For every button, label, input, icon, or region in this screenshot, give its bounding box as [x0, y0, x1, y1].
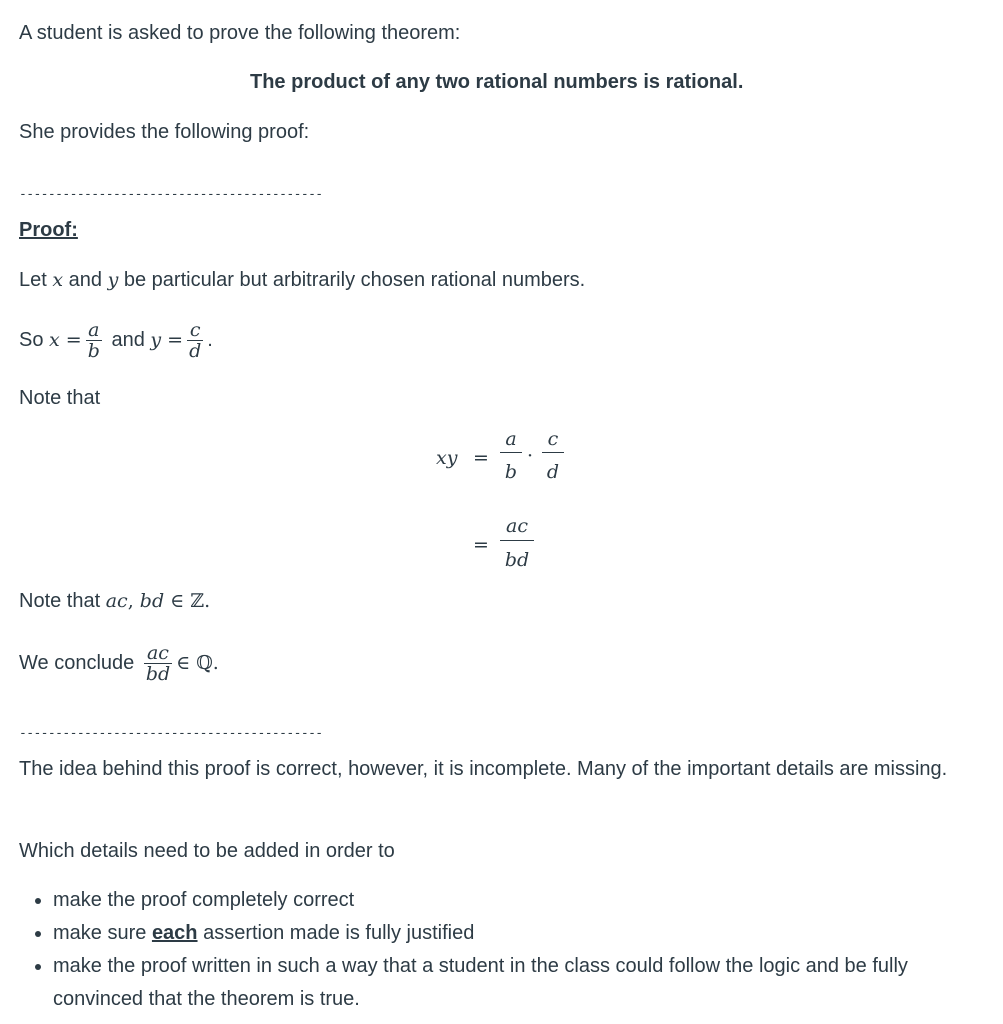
- bullet-1-text: make the proof completely correct: [53, 889, 355, 911]
- eq-fraction-bar-1: [500, 452, 522, 453]
- fraction-a-over-b: [86, 320, 102, 361]
- conclude-line: [19, 643, 219, 684]
- eq-denominator-bd: bd: [504, 549, 530, 571]
- theorem-statement: The product of any two rational numbers is rational.: [250, 71, 744, 93]
- period: .: [207, 328, 213, 351]
- numerator-c: c: [189, 319, 201, 341]
- var-y: y: [107, 269, 119, 291]
- var-ac: ac: [105, 590, 128, 612]
- provides-text: She provides the following proof:: [19, 121, 310, 143]
- eq-denominator-b: b: [504, 461, 518, 483]
- idea-paragraph: The idea behind this proof is correct, however, it is incomplete. Many of the important details are missing.: [19, 758, 948, 780]
- fraction-ac-over-bd: [144, 643, 172, 684]
- and-text: and: [105, 328, 151, 351]
- eq-fraction-bar-3: [500, 540, 534, 541]
- note-that-text: Note that: [19, 387, 101, 409]
- equals-sign-2: =: [473, 534, 489, 556]
- eq-denominator-d: d: [546, 461, 560, 483]
- bullet-3-text: make the proof written in such a way that a student in the class could follow the logic and be fully convinced that the theorem is true.: [53, 955, 908, 1010]
- bullet-2-pre: make sure: [53, 922, 152, 944]
- top-divider: ------------------------------------------: [19, 187, 323, 202]
- bullet-2-post: assertion made is fully justified: [197, 922, 475, 944]
- bullet-2-emphasis: each: [151, 922, 198, 944]
- denominator-b: b: [87, 340, 100, 362]
- y-equals: y =: [150, 328, 184, 351]
- dot-operator: ·: [527, 445, 534, 467]
- bottom-divider: ------------------------------------------: [19, 726, 323, 741]
- which-text: Which details need to be added in order to: [19, 840, 395, 862]
- let-rest-text: be particular but arbitrarily chosen rational numbers.: [118, 269, 586, 291]
- fraction-c-over-d: [187, 320, 203, 361]
- equals-sign-1: =: [473, 447, 489, 469]
- so-text: So: [19, 328, 50, 351]
- numerator-a: a: [88, 319, 100, 341]
- eq-fraction-bar-2: [542, 452, 564, 453]
- let-text: Let: [19, 269, 53, 291]
- conclude-prefix: We conclude: [19, 651, 140, 674]
- let-line: [19, 264, 585, 297]
- list-item: [53, 884, 1003, 917]
- requirements-list: [19, 884, 1003, 1016]
- eq-numerator-c: c: [547, 428, 559, 450]
- so-line: [19, 320, 213, 361]
- comma: ,: [127, 590, 140, 612]
- numerator-ac: ac: [146, 642, 169, 664]
- proof-label: Proof:: [19, 219, 78, 241]
- x-equals: x =: [49, 328, 82, 351]
- var-x: x: [52, 269, 64, 291]
- list-item: [53, 950, 1003, 1016]
- note-ints-prefix: Note that: [19, 590, 106, 612]
- note-ints-line: [19, 585, 210, 618]
- var-bd: bd: [139, 590, 165, 612]
- eq-numerator-a: a: [505, 428, 517, 450]
- intro-text: A student is asked to prove the following theorem:: [19, 22, 461, 44]
- denominator-d: d: [189, 340, 202, 362]
- in-rationals: ∈ ℚ.: [176, 651, 219, 674]
- in-integers: ∈ ℤ.: [164, 590, 211, 612]
- and-text: and: [63, 269, 108, 291]
- denominator-bd: bd: [145, 663, 171, 685]
- eq-numerator-ac: ac: [506, 515, 528, 537]
- list-item: [53, 917, 1003, 950]
- lhs-xy: xy: [436, 447, 458, 469]
